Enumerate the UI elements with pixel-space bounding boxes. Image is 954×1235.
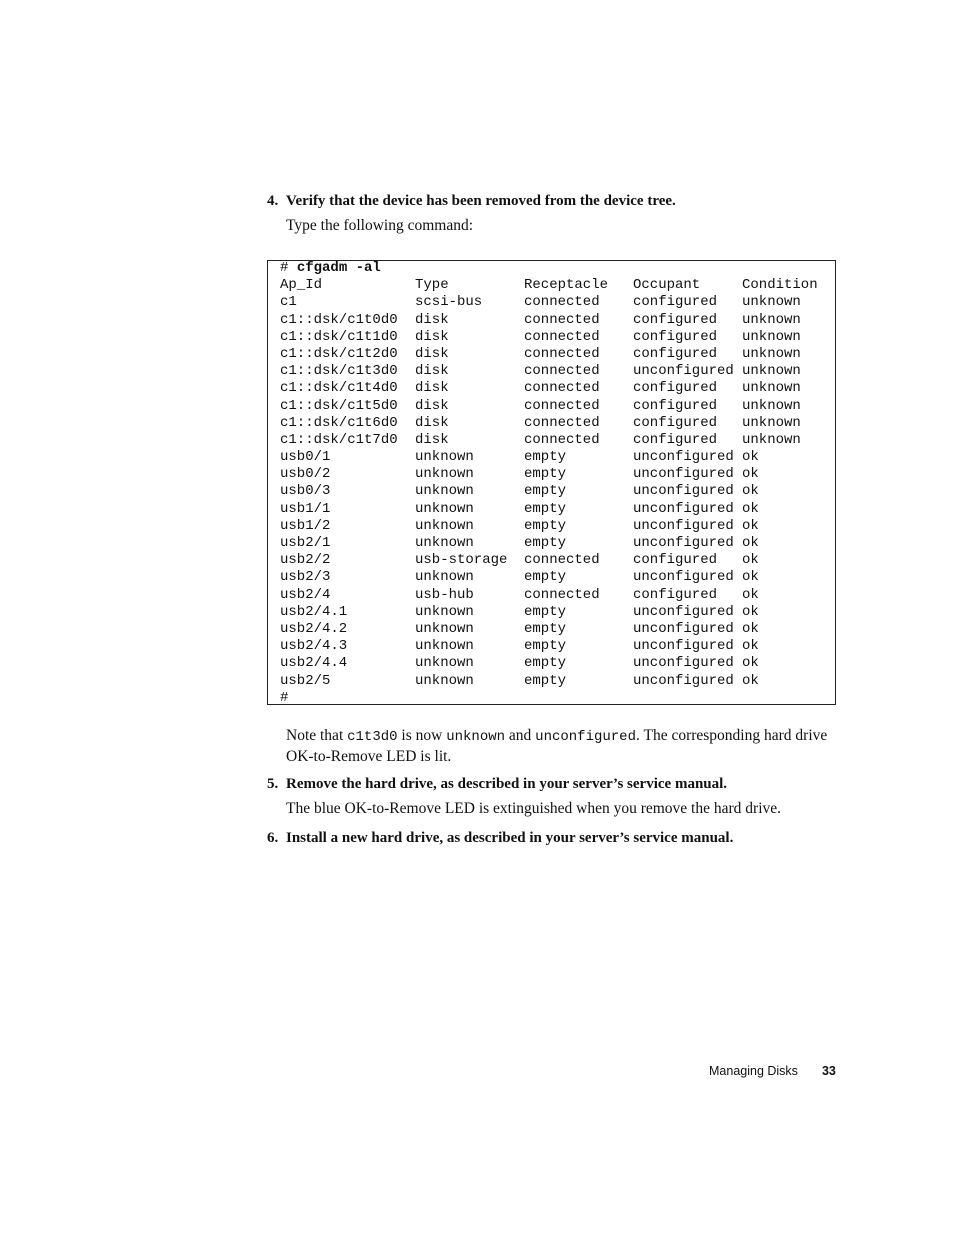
cell-receptacle: empty (524, 517, 567, 534)
command: cfgadm -al (296, 260, 381, 276)
cell-ap-id: usb2/2 (280, 552, 331, 569)
cell-type: unknown (415, 483, 474, 500)
cell-receptacle: connected (524, 586, 600, 603)
cell-type: unknown (415, 500, 474, 517)
cell-type: unknown (415, 603, 474, 620)
table-row (280, 501, 835, 518)
table-row (280, 466, 835, 483)
step-4-heading (267, 192, 847, 210)
cell-condition: ok (742, 517, 759, 534)
header-condition: Condition (742, 277, 818, 294)
cell-condition: ok (742, 466, 759, 483)
cell-ap-id: usb2/1 (280, 535, 331, 551)
cell-receptacle: empty (524, 483, 567, 500)
table-row (280, 398, 835, 415)
cell-type: disk (415, 380, 449, 397)
cell-condition: ok (742, 500, 759, 517)
cell-occupant: unconfigured (633, 638, 734, 655)
table-row (280, 535, 835, 552)
cell-condition: ok (742, 655, 759, 672)
note-mid1: is now (397, 727, 447, 744)
cell-ap-id: c1::dsk/c1t1d0 (280, 328, 398, 345)
cell-type: unknown (415, 569, 474, 586)
cell-occupant: unconfigured (633, 603, 734, 620)
cell-receptacle: connected (524, 397, 600, 414)
header-type: Type (415, 277, 449, 294)
cell-condition: ok (742, 620, 759, 637)
cell-occupant: unconfigured (633, 655, 734, 672)
table-row (280, 449, 835, 466)
cell-occupant: unconfigured (633, 466, 734, 483)
footer-section-title: Managing Disks (709, 1064, 798, 1078)
cell-occupant: unconfigured (633, 483, 734, 500)
table-body (280, 294, 835, 689)
cell-occupant: unconfigured (633, 500, 734, 517)
header-receptacle: Receptacle (524, 277, 609, 294)
cell-receptacle: empty (524, 449, 567, 466)
cell-condition: ok (742, 552, 759, 569)
cell-type: disk (415, 397, 449, 414)
cell-occupant: unconfigured (633, 620, 734, 637)
cell-occupant: unconfigured (633, 535, 734, 551)
cell-receptacle: empty (524, 638, 567, 655)
cell-type: unknown (415, 466, 474, 483)
step-number: 6. (267, 830, 279, 846)
cell-condition: unknown (742, 363, 801, 380)
cell-ap-id: c1::dsk/c1t0d0 (280, 311, 398, 328)
cell-ap-id: usb2/4.1 (280, 603, 348, 620)
cell-type: unknown (415, 517, 474, 534)
cell-type: unknown (415, 672, 474, 689)
cell-occupant: unconfigured (633, 449, 734, 466)
cell-type: disk (415, 328, 449, 345)
cell-receptacle: connected (524, 380, 600, 397)
page-footer (709, 1063, 836, 1079)
table-row (280, 621, 835, 638)
table-row (280, 346, 835, 363)
cell-occupant: configured (633, 586, 718, 603)
cell-occupant: configured (633, 552, 718, 569)
cell-ap-id: usb2/4.4 (280, 655, 348, 672)
note-suffix: . The corresponding hard drive OK-to-Remove LED is lit. (286, 727, 828, 765)
table-row (280, 312, 835, 329)
header-occupant: Occupant (633, 277, 701, 294)
cell-condition: ok (742, 569, 759, 586)
step-text: Remove the hard drive, as described in your server’s service manual. (286, 776, 728, 792)
cell-occupant: configured (633, 431, 718, 448)
table-row (280, 604, 835, 621)
cell-occupant: unconfigured (633, 517, 734, 534)
table-row (280, 415, 835, 432)
cell-ap-id: c1::dsk/c1t7d0 (280, 431, 398, 448)
cell-ap-id: c1::dsk/c1t3d0 (280, 363, 398, 380)
step-text: Install a new hard drive, as described in your server’s service manual. (286, 830, 734, 846)
cell-condition: ok (742, 449, 759, 466)
cell-occupant: configured (633, 380, 718, 397)
cell-ap-id: usb0/3 (280, 483, 331, 500)
step-text: Verify that the device has been removed from the device tree. (286, 193, 676, 209)
step-number: 4. (267, 193, 279, 209)
cell-ap-id: usb0/2 (280, 466, 331, 483)
cell-receptacle: empty (524, 672, 567, 689)
table-row (280, 380, 835, 397)
note-prefix: Note that (286, 727, 348, 744)
cell-condition: unknown (742, 431, 801, 448)
cell-receptacle: empty (524, 466, 567, 483)
cell-receptacle: connected (524, 414, 600, 431)
table-row (280, 552, 835, 569)
table-row (280, 569, 835, 586)
cell-condition: unknown (742, 380, 801, 397)
cell-occupant: configured (633, 414, 718, 431)
cell-condition: ok (742, 483, 759, 500)
cell-condition: ok (742, 586, 759, 603)
table-row (280, 483, 835, 500)
cell-ap-id: usb0/1 (280, 449, 331, 466)
table-header-row (280, 277, 835, 294)
cell-type: disk (415, 414, 449, 431)
cell-receptacle: empty (524, 620, 567, 637)
cell-type: unknown (415, 620, 474, 637)
cell-ap-id: c1::dsk/c1t6d0 (280, 414, 398, 431)
cell-condition: ok (742, 638, 759, 655)
cell-occupant: configured (633, 294, 718, 311)
note-device: c1t3d0 (347, 729, 398, 745)
cell-type: usb-storage (415, 552, 508, 569)
command-line (280, 260, 835, 277)
step-4-instruction: Type the following command: (286, 217, 474, 234)
table-row (280, 432, 835, 449)
cell-receptacle: connected (524, 294, 600, 311)
cell-condition: ok (742, 535, 759, 551)
cell-receptacle: connected (524, 552, 600, 569)
cell-occupant: unconfigured (633, 672, 734, 689)
cell-receptacle: connected (524, 328, 600, 345)
table-row (280, 638, 835, 655)
note-state-unknown: unknown (446, 729, 506, 745)
cell-ap-id: usb1/2 (280, 517, 331, 534)
cell-receptacle: connected (524, 345, 600, 362)
cell-ap-id: usb2/4.2 (280, 620, 348, 637)
cell-receptacle: empty (524, 655, 567, 672)
cell-receptacle: empty (524, 569, 567, 586)
end-prompt: # (280, 689, 289, 706)
cell-ap-id: c1 (280, 294, 297, 311)
cell-ap-id: usb2/5 (280, 672, 331, 689)
terminal-output-box (267, 260, 836, 705)
cell-ap-id: c1::dsk/c1t2d0 (280, 345, 398, 362)
header-ap-id: Ap_Id (280, 277, 323, 294)
cell-occupant: configured (633, 345, 718, 362)
cell-receptacle: connected (524, 431, 600, 448)
cell-receptacle: empty (524, 603, 567, 620)
cell-type: disk (415, 311, 449, 328)
cell-occupant: configured (633, 328, 718, 345)
table-row (280, 363, 835, 380)
cell-condition: unknown (742, 397, 801, 414)
cell-condition: unknown (742, 311, 801, 328)
cell-condition: unknown (742, 328, 801, 345)
cell-ap-id: usb2/3 (280, 569, 331, 586)
table-row (280, 655, 835, 672)
cell-receptacle: connected (524, 311, 600, 328)
cell-receptacle: empty (524, 535, 567, 551)
cell-type: disk (415, 345, 449, 362)
cell-ap-id: usb2/4.3 (280, 638, 348, 655)
table-row (280, 518, 835, 535)
cell-condition: unknown (742, 345, 801, 362)
cell-ap-id: usb2/4 (280, 586, 331, 603)
page-number: 33 (821, 1064, 836, 1078)
cell-type: disk (415, 363, 449, 380)
cell-ap-id: c1::dsk/c1t5d0 (280, 397, 398, 414)
cell-type: unknown (415, 449, 474, 466)
step-5-heading (267, 775, 847, 793)
note-mid2: and (505, 727, 536, 744)
cell-receptacle: connected (524, 363, 600, 380)
cell-ap-id: c1::dsk/c1t4d0 (280, 380, 398, 397)
table-row (280, 329, 835, 346)
cell-occupant: unconfigured (633, 569, 734, 586)
cell-condition: ok (742, 672, 759, 689)
cell-type: unknown (415, 638, 474, 655)
cell-type: disk (415, 431, 449, 448)
cell-condition: unknown (742, 294, 801, 311)
note-state-unconfigured: unconfigured (535, 729, 636, 745)
cell-condition: ok (742, 603, 759, 620)
cell-occupant: unconfigured (633, 363, 734, 380)
cell-receptacle: empty (524, 500, 567, 517)
table-row (280, 673, 835, 690)
prompt: # (280, 260, 289, 276)
step-number: 5. (267, 776, 279, 792)
note-paragraph (286, 726, 839, 766)
cell-occupant: configured (633, 311, 718, 328)
cell-ap-id: usb1/1 (280, 500, 331, 517)
cell-occupant: configured (633, 397, 718, 414)
step-5-detail: The blue OK-to-Remove LED is extinguished when you remove the hard drive. (286, 800, 782, 817)
cell-type: unknown (415, 655, 474, 672)
table-row (280, 587, 835, 604)
cell-condition: unknown (742, 414, 801, 431)
cell-type: usb-hub (415, 586, 474, 603)
table-row (280, 294, 835, 311)
step-6-heading (267, 829, 847, 847)
cell-type: scsi-bus (415, 294, 483, 311)
cell-type: unknown (415, 535, 474, 551)
